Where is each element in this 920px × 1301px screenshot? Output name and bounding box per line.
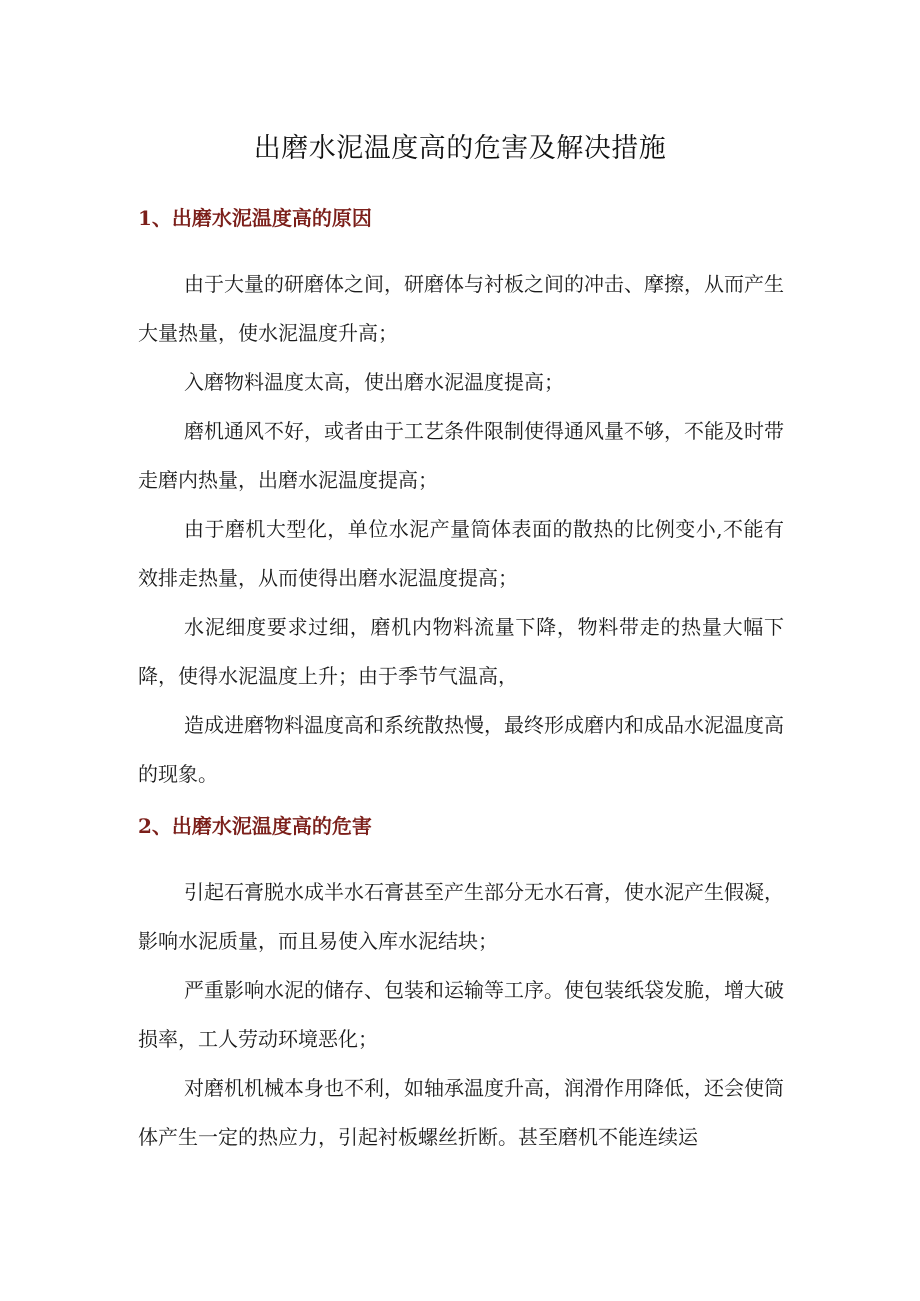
paragraph: 水泥细度要求过细，磨机内物料流量下降，物料带走的热量大幅下降，使得水泥温度上升；由于季节气温高， bbox=[138, 615, 784, 688]
paragraph: 由于大量的研磨体之间，研磨体与衬板之间的冲击、摩擦，从而产生大量热量，使水泥温度升高； bbox=[138, 272, 784, 345]
paragraph: 造成进磨物料温度高和系统散热慢，最终形成磨内和成品水泥温度高的现象。 bbox=[138, 713, 784, 786]
section-heading-hazards: 2、出磨水泥温度高的危害 bbox=[138, 814, 372, 838]
paragraph: 入磨物料温度太高，使出磨水泥温度提高； bbox=[184, 370, 564, 394]
paragraph: 对磨机机械本身也不利，如轴承温度升高，润滑作用降低，还会使筒体产生一定的热应力，引起衬板螺丝折断。甚至磨机不能连续运 bbox=[138, 1076, 784, 1149]
section-heading-causes: 1、出磨水泥温度高的原因 bbox=[138, 206, 372, 230]
paragraph: 磨机通风不好，或者由于工艺条件限制使得通风量不够，不能及时带走磨内热量，出磨水泥温度提高； bbox=[138, 419, 784, 492]
paragraph: 引起石膏脱水成半水石膏甚至产生部分无水石膏，使水泥产生假凝，影响水泥质量，而且易使入库水泥结块； bbox=[138, 880, 784, 953]
paragraph: 严重影响水泥的储存、包装和运输等工序。使包装纸袋发脆，增大破损率，工人劳动环境恶化； bbox=[138, 978, 784, 1051]
paragraph: 由于磨机大型化，单位水泥产量筒体表面的散热的比例变小,不能有效排走热量，从而使得出磨水泥温度提高； bbox=[138, 517, 784, 590]
document-title: 出磨水泥温度高的危害及解决措施 bbox=[253, 133, 667, 164]
